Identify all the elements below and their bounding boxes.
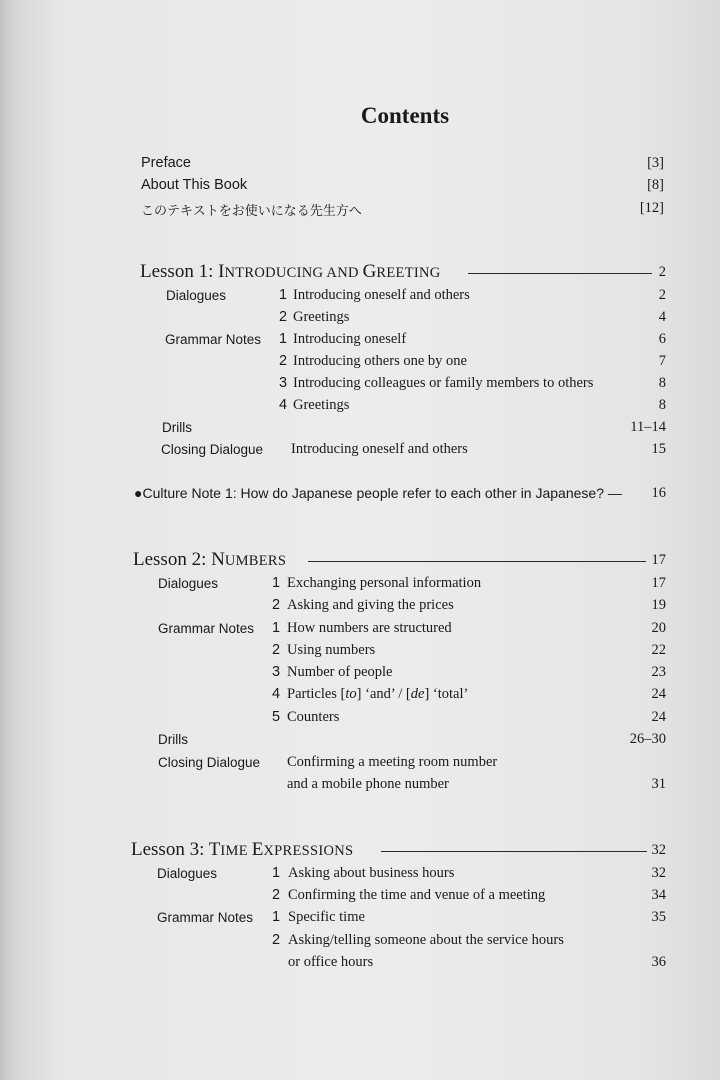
lesson-2-heading: Lesson 2: NUMBERS xyxy=(133,549,287,570)
item-text: Introducing oneself xyxy=(293,331,407,347)
item-text: How numbers are structured xyxy=(287,620,452,636)
page-number: 17 xyxy=(651,552,666,568)
section-label: Drills xyxy=(158,732,188,747)
item-text: Introducing others one by one xyxy=(293,353,467,369)
page-number: 24 xyxy=(651,686,666,702)
item-number: 3 xyxy=(272,664,281,680)
item-text: Greetings xyxy=(293,397,350,413)
toc-preface: Preface xyxy=(141,155,191,171)
leader-line xyxy=(308,561,646,562)
leader-line xyxy=(381,851,647,852)
item-text: Particles [to] ‘and’ / [de] ‘total’ xyxy=(287,686,469,702)
page-number: [3] xyxy=(647,155,664,171)
page-number: 22 xyxy=(651,642,666,658)
section-label: Dialogues xyxy=(157,866,218,881)
page-number: 16 xyxy=(651,485,666,501)
page-title: Contents xyxy=(360,103,450,128)
item-text: Number of people xyxy=(287,664,393,680)
item-number: 1 xyxy=(272,620,281,636)
item-number: 5 xyxy=(272,709,281,725)
page-number: 2 xyxy=(658,264,666,280)
item-text: Using numbers xyxy=(287,642,376,658)
page-number: 7 xyxy=(658,353,666,369)
page-number: 34 xyxy=(651,887,666,903)
item-number: 2 xyxy=(279,353,288,369)
item-number: 3 xyxy=(279,375,288,391)
toc-teachers-note: このテキストをお使いになる先生方へ xyxy=(141,203,362,218)
item-number: 2 xyxy=(279,309,288,325)
item-number: 1 xyxy=(279,331,288,347)
item-text: Asking and giving the prices xyxy=(287,597,454,613)
item-text: and a mobile phone number xyxy=(287,776,449,792)
page-number: 32 xyxy=(651,842,666,858)
page-number: 2 xyxy=(658,287,666,303)
item-text: Greetings xyxy=(293,309,350,325)
item-text: Introducing colleagues or family members to others xyxy=(293,375,594,391)
item-text: or office hours xyxy=(288,954,374,970)
section-label: Dialogues xyxy=(158,576,219,591)
page-number: 8 xyxy=(658,375,666,391)
page-number: [12] xyxy=(639,200,664,216)
page-number: 19 xyxy=(651,597,666,613)
page-number: 20 xyxy=(651,620,666,636)
item-text: Introducing oneself and others xyxy=(291,441,468,457)
section-label: Grammar Notes xyxy=(158,621,255,636)
section-label: Dialogues xyxy=(166,288,227,303)
item-number: 1 xyxy=(272,865,281,881)
page-number: 15 xyxy=(651,441,666,457)
item-number: 1 xyxy=(272,909,281,925)
lesson-1-heading: Lesson 1: INTRODUCING AND GREETING xyxy=(140,261,441,282)
item-number: 2 xyxy=(272,932,281,948)
item-text: Confirming the time and venue of a meeting xyxy=(288,887,546,903)
section-label: Grammar Notes xyxy=(157,910,254,925)
page-number: 26–30 xyxy=(629,731,666,747)
section-label: Grammar Notes xyxy=(165,332,262,347)
lesson-3-heading: Lesson 3: TIME EXPRESSIONS xyxy=(131,839,354,860)
section-label: Drills xyxy=(162,420,192,435)
page-number: 4 xyxy=(658,309,666,325)
section-label: Closing Dialogue xyxy=(158,755,261,770)
item-text: Asking/telling someone about the service hours xyxy=(288,932,564,948)
page-number: 6 xyxy=(658,331,666,347)
page-number: 24 xyxy=(651,709,666,725)
item-text: Specific time xyxy=(288,909,365,925)
item-number: 1 xyxy=(279,287,288,303)
item-text: Counters xyxy=(287,709,340,725)
item-number: 2 xyxy=(272,887,281,903)
toc-about-this-book: About This Book xyxy=(141,177,248,193)
page-number: 31 xyxy=(651,776,666,792)
item-number: 2 xyxy=(272,642,281,658)
item-number: 4 xyxy=(272,686,281,702)
page-number: 36 xyxy=(651,954,666,970)
page-number: 8 xyxy=(658,397,666,413)
item-text: Asking about business hours xyxy=(288,865,455,881)
page-number: 32 xyxy=(651,865,666,881)
item-number: 1 xyxy=(272,575,281,591)
page-number: 23 xyxy=(651,664,666,680)
culture-note-1: ●Culture Note 1: How do Japanese people refer to each other in Japanese? — xyxy=(134,485,622,501)
page-number: [8] xyxy=(647,177,664,193)
page-number: 11–14 xyxy=(630,419,666,435)
section-label: Closing Dialogue xyxy=(161,442,264,457)
page-number: 17 xyxy=(651,575,666,591)
page-number: 35 xyxy=(651,909,666,925)
item-text: Confirming a meeting room number xyxy=(287,754,498,770)
item-number: 4 xyxy=(279,397,288,413)
item-number: 2 xyxy=(272,597,281,613)
item-text: Introducing oneself and others xyxy=(293,287,470,303)
item-text: Exchanging personal information xyxy=(287,575,482,591)
